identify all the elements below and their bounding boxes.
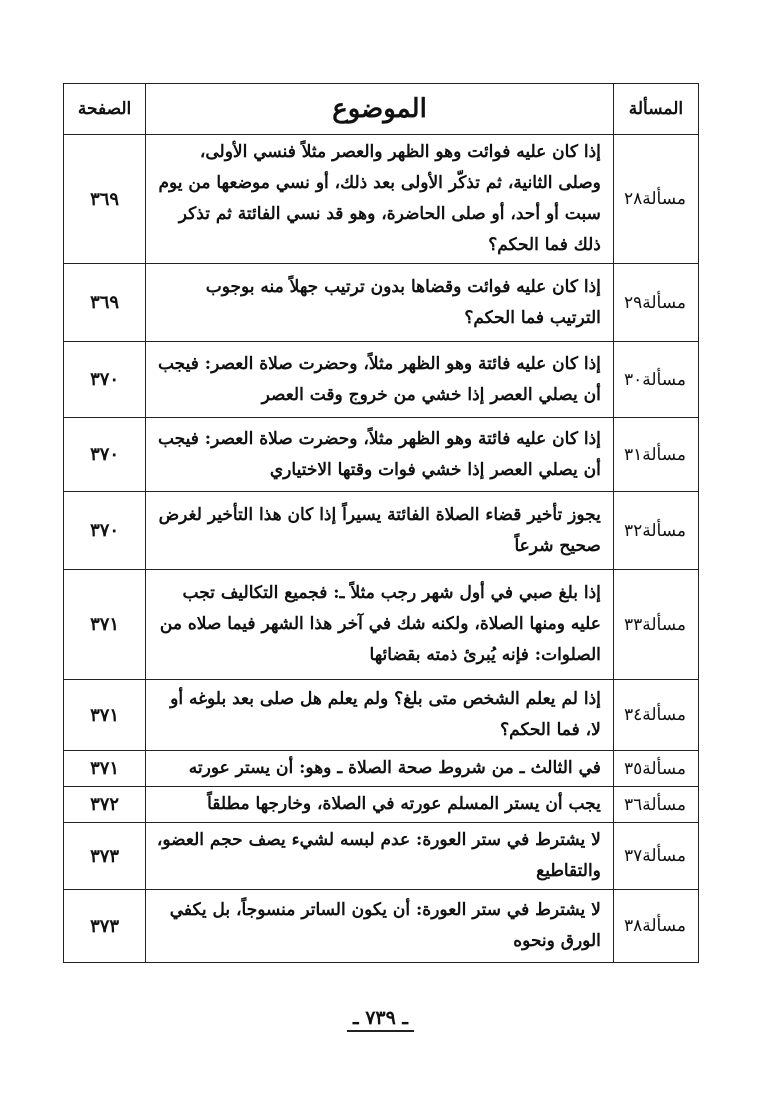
table-row — [64, 342, 699, 418]
table-row — [64, 890, 699, 963]
table-row — [64, 418, 699, 492]
table-row — [64, 570, 699, 680]
row-page: ٣٧٢ — [64, 787, 146, 823]
row-issue: مسألة٣٧ — [613, 823, 698, 890]
row-page: ٣٦٩ — [64, 135, 146, 264]
row-topic: يجب أن يستر المسلم عورته في الصلاة، وخارجها مطلقاً — [146, 787, 614, 823]
row-topic: إذا لم يعلم الشخص متى بلغ؟ ولم يعلم هل صلى بعد بلوغه أو لا، فما الحكم؟ — [146, 680, 614, 751]
table-header-row — [64, 84, 699, 135]
row-issue: مسألة٢٨ — [613, 135, 698, 264]
row-topic: إذا كان عليه فوائت وقضاها بدون ترتيب جهلاً منه بوجوب الترتيب فما الحكم؟ — [146, 264, 614, 342]
table-row — [64, 680, 699, 751]
row-page: ٣٧٠ — [64, 342, 146, 418]
row-topic: لا يشترط في ستر العورة: عدم لبسه لشيء يصف حجم العضو، والتقاطيع — [146, 823, 614, 890]
row-issue: مسألة٢٩ — [613, 264, 698, 342]
row-topic: إذا كان عليه فوائت وهو الظهر والعصر مثلاً فنسي الأولى، وصلى الثانية، ثم تذكّر الأولى بعد ذلك، أو نسي موضعها من يوم سبت أو أحد، أو صلى الحاضرة، وهو قد نسي الفائتة ثم تذكر ذلك فما الحكم؟ — [146, 135, 614, 264]
row-issue: مسألة٣٤ — [613, 680, 698, 751]
row-issue: مسألة٣٥ — [613, 751, 698, 787]
row-page: ٣٧١ — [64, 751, 146, 787]
header-page: الصفحة — [64, 84, 146, 135]
row-page: ٣٧٣ — [64, 890, 146, 963]
row-page: ٣٧٣ — [64, 823, 146, 890]
row-topic: إذا كان عليه فائتة وهو الظهر مثلاً، وحضرت صلاة العصر: فيجب أن يصلي العصر إذا خشي من خروج وقت العصر — [146, 342, 614, 418]
issues-index-table — [63, 83, 699, 963]
row-topic: لا يشترط في ستر العورة: أن يكون الساتر منسوجاً، بل يكفي الورق ونحوه — [146, 890, 614, 963]
row-topic: في الثالث ـ من شروط صحة الصلاة ـ وهو: أن يستر عورته — [146, 751, 614, 787]
row-page: ٣٧٠ — [64, 492, 146, 570]
table-row — [64, 823, 699, 890]
row-issue: مسألة٣٨ — [613, 890, 698, 963]
row-issue: مسألة٣١ — [613, 418, 698, 492]
row-topic: إذا كان عليه فائتة وهو الظهر مثلاً، وحضرت صلاة العصر: فيجب أن يصلي العصر إذا خشي فوات وقتها الاختياري — [146, 418, 614, 492]
row-page: ٣٧١ — [64, 570, 146, 680]
table-row — [64, 492, 699, 570]
row-page: ٣٧٠ — [64, 418, 146, 492]
row-issue: مسألة٣٣ — [613, 570, 698, 680]
row-topic: إذا بلغ صبي في أول شهر رجب مثلاً ـ: فجميع التكاليف تجب عليه ومنها الصلاة، ولكنه شك في آخر هذا الشهر فيما صلاه من الصلوات: فإنه يُبرئ ذمته بقضائها — [146, 570, 614, 680]
row-page: ٣٦٩ — [64, 264, 146, 342]
table-row — [64, 264, 699, 342]
table-row — [64, 751, 699, 787]
page-number: ـ ٧٣٩ ـ — [347, 1006, 414, 1032]
row-topic: يجوز تأخير قضاء الصلاة الفائتة يسيراً إذا كان هذا التأخير لغرض صحيح شرعاً — [146, 492, 614, 570]
row-issue: مسألة٣٠ — [613, 342, 698, 418]
table-row — [64, 787, 699, 823]
row-issue: مسألة٣٦ — [613, 787, 698, 823]
header-topic: الموضوع — [146, 84, 614, 135]
table-row — [64, 135, 699, 264]
header-issue: المسألة — [613, 84, 698, 135]
page-number-footer — [0, 1006, 761, 1032]
row-page: ٣٧١ — [64, 680, 146, 751]
row-issue: مسألة٣٢ — [613, 492, 698, 570]
